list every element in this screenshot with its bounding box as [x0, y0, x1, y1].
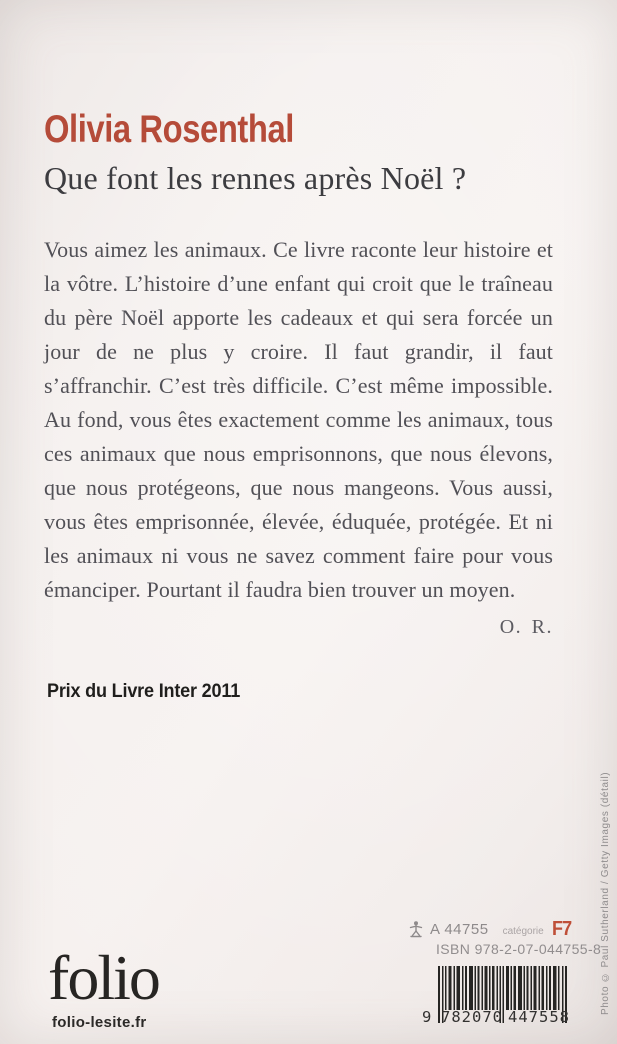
publisher-website: folio-lesite.fr	[52, 1014, 147, 1031]
author-initials: O. R.	[499, 616, 553, 638]
barcode-group-1: 782070	[441, 1008, 503, 1026]
barcode-leading-digit: 9	[422, 1008, 432, 1026]
catalog-line	[407, 918, 592, 940]
photo-credit: Photo © Paul Sutherland / Getty Images (détail)	[600, 771, 611, 1015]
book-title: Que font les rennes après Noël ?	[44, 160, 467, 196]
catalog-number: A 44755	[430, 920, 489, 938]
ean13-barcode	[422, 966, 570, 1028]
barcode-group-2: 447558	[508, 1008, 570, 1026]
award-mention: Prix du Livre Inter 2011	[47, 681, 241, 702]
publisher-logo: folio	[48, 942, 159, 1013]
isbn-text: ISBN 978-2-07-044755-8	[436, 941, 602, 957]
author-name: Olivia Rosenthal	[44, 108, 294, 151]
back-cover-blurb: Vous aimez les animaux. Ce livre raconte leur histoire et la vôtre. L’histoire d’une enfant qui croit que le traîneau du père Noël apporte les cadeaux et qui sera forcée un jour de ne plus y croire. Il faut grandir, il faut s’affranchir. C’est très difficile. C’est même impossible. Au fond, vous êtes exactement comme les animaux, tous ces animaux que nous emprisonnons, que nous élevons, que nous protégeons, que nous mangeons. Vous aussi, vous êtes emprisonnée, élevée, éduquée, protégée. Et ni les animaux ni vous ne savez comment faire pour vous émanciper. Pourtant il faudra bien trouver un moyen.	[44, 237, 553, 602]
category-label: catégorie	[502, 925, 544, 937]
category-code: F7	[551, 917, 571, 940]
folio-emblem-icon	[407, 920, 425, 938]
barcode-number	[422, 1008, 572, 1026]
